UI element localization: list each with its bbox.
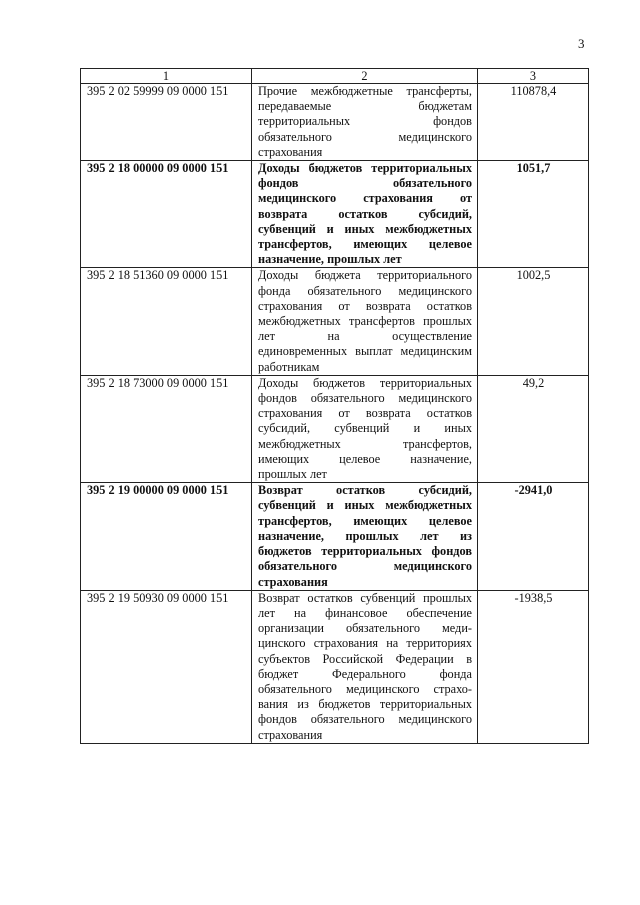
- income-name-line: цинского страхования на территориях: [258, 636, 472, 651]
- amount-cell: 110878,4: [478, 84, 589, 161]
- income-name-line: обязательного медицинского: [258, 559, 472, 574]
- income-name-line: страхования от возврата остатков: [258, 406, 472, 421]
- header-col-2: 2: [252, 69, 478, 84]
- income-name-line: субъектов Российской Федерации в: [258, 651, 472, 666]
- table-row: [81, 483, 589, 590]
- income-name-cell: [252, 483, 478, 590]
- income-name-line: обязательного медицинского страхо-: [258, 681, 472, 696]
- income-name-line: страхования от возврата остатков: [258, 298, 472, 313]
- table-row: [81, 375, 589, 482]
- budget-code-cell: 395 2 19 50930 09 0000 151: [81, 590, 252, 743]
- income-name-line: назначение, прошлых лет: [258, 252, 402, 267]
- table-row: [81, 161, 589, 268]
- page-number: 3: [578, 36, 585, 51]
- income-name-cell: [252, 84, 478, 161]
- income-name-line: межбюджетных трансфертов прошлых: [258, 314, 472, 329]
- income-name-cell: [252, 268, 478, 375]
- income-name-line: имеющих целевое назначение,: [258, 451, 472, 466]
- budget-table: [80, 68, 589, 744]
- income-name-line: трансфертов, имеющих целевое: [258, 513, 472, 528]
- income-name-line: бюджет Федерального фонда: [258, 666, 472, 681]
- income-name-line: Доходы бюджетов территориальных: [258, 375, 472, 390]
- income-name-line: Возврат остатков субвенций прошлых: [258, 590, 472, 605]
- table-row: [81, 84, 589, 161]
- income-name-line: лет на финансовое обеспечение: [258, 605, 472, 620]
- income-name-line: страхования: [258, 727, 323, 742]
- income-name-line: фондов обязательного медицинского: [258, 391, 472, 406]
- budget-code-cell: 395 2 18 51360 09 0000 151: [81, 268, 252, 375]
- budget-code-cell: 395 2 19 00000 09 0000 151: [81, 483, 252, 590]
- amount-cell: 49,2: [478, 375, 589, 482]
- income-name-line: назначение, прошлых лет из: [258, 528, 472, 543]
- income-name-line: страхования: [258, 144, 323, 159]
- header-col-1: 1: [81, 69, 252, 84]
- income-name-line: вания из бюджетов территориальных: [258, 697, 472, 712]
- income-name-line: бюджетов территориальных фондов: [258, 544, 472, 559]
- income-name-line: прошлых лет: [258, 467, 327, 482]
- income-name-line: территориальных фондов: [258, 114, 472, 129]
- income-name-line: Прочие межбюджетные трансферты,: [258, 84, 472, 98]
- income-name-line: Доходы бюджета территориального: [258, 268, 472, 283]
- income-name-line: Доходы бюджетов территориальных: [258, 161, 472, 176]
- income-name-line: фондов обязательного медицинского: [258, 712, 472, 727]
- income-name-line: возврата остатков субсидий,: [258, 206, 472, 221]
- header-col-3: 3: [478, 69, 589, 84]
- budget-code-cell: 395 2 18 00000 09 0000 151: [81, 161, 252, 268]
- amount-cell: 1002,5: [478, 268, 589, 375]
- income-name-line: работникам: [258, 359, 320, 374]
- income-name-line: трансфертов, имеющих целевое: [258, 237, 472, 252]
- income-name-line: лет на осуществление: [258, 329, 472, 344]
- income-name-line: межбюджетных трансфертов,: [258, 436, 472, 451]
- income-name-line: субвенций и иных межбюджетных: [258, 498, 472, 513]
- income-name-line: Возврат остатков субсидий,: [258, 483, 472, 498]
- income-name-cell: [252, 161, 478, 268]
- income-name-line: медицинского страхования от: [258, 191, 472, 206]
- budget-code-cell: 395 2 18 73000 09 0000 151: [81, 375, 252, 482]
- income-name-line: страхования: [258, 574, 328, 589]
- amount-cell: -1938,5: [478, 590, 589, 743]
- amount-cell: -2941,0: [478, 483, 589, 590]
- income-name-line: фондов обязательного: [258, 176, 472, 191]
- income-name-cell: [252, 375, 478, 482]
- table-body: [81, 84, 589, 744]
- table-header-row: [81, 69, 589, 84]
- income-name-line: организации обязательного меди-: [258, 621, 472, 636]
- income-name-line: единовременных выплат медицинским: [258, 344, 472, 359]
- income-name-line: передаваемые бюджетам: [258, 99, 472, 114]
- table-row: [81, 590, 589, 743]
- income-name-line: фонда обязательного медицинского: [258, 283, 472, 298]
- budget-code-cell: 395 2 02 59999 09 0000 151: [81, 84, 252, 161]
- income-name-line: обязательного медицинского: [258, 129, 472, 144]
- income-name-line: субвенций и иных межбюджетных: [258, 221, 472, 236]
- income-name-cell: [252, 590, 478, 743]
- table-row: [81, 268, 589, 375]
- income-name-line: субсидий, субвенций и иных: [258, 421, 472, 436]
- amount-cell: 1051,7: [478, 161, 589, 268]
